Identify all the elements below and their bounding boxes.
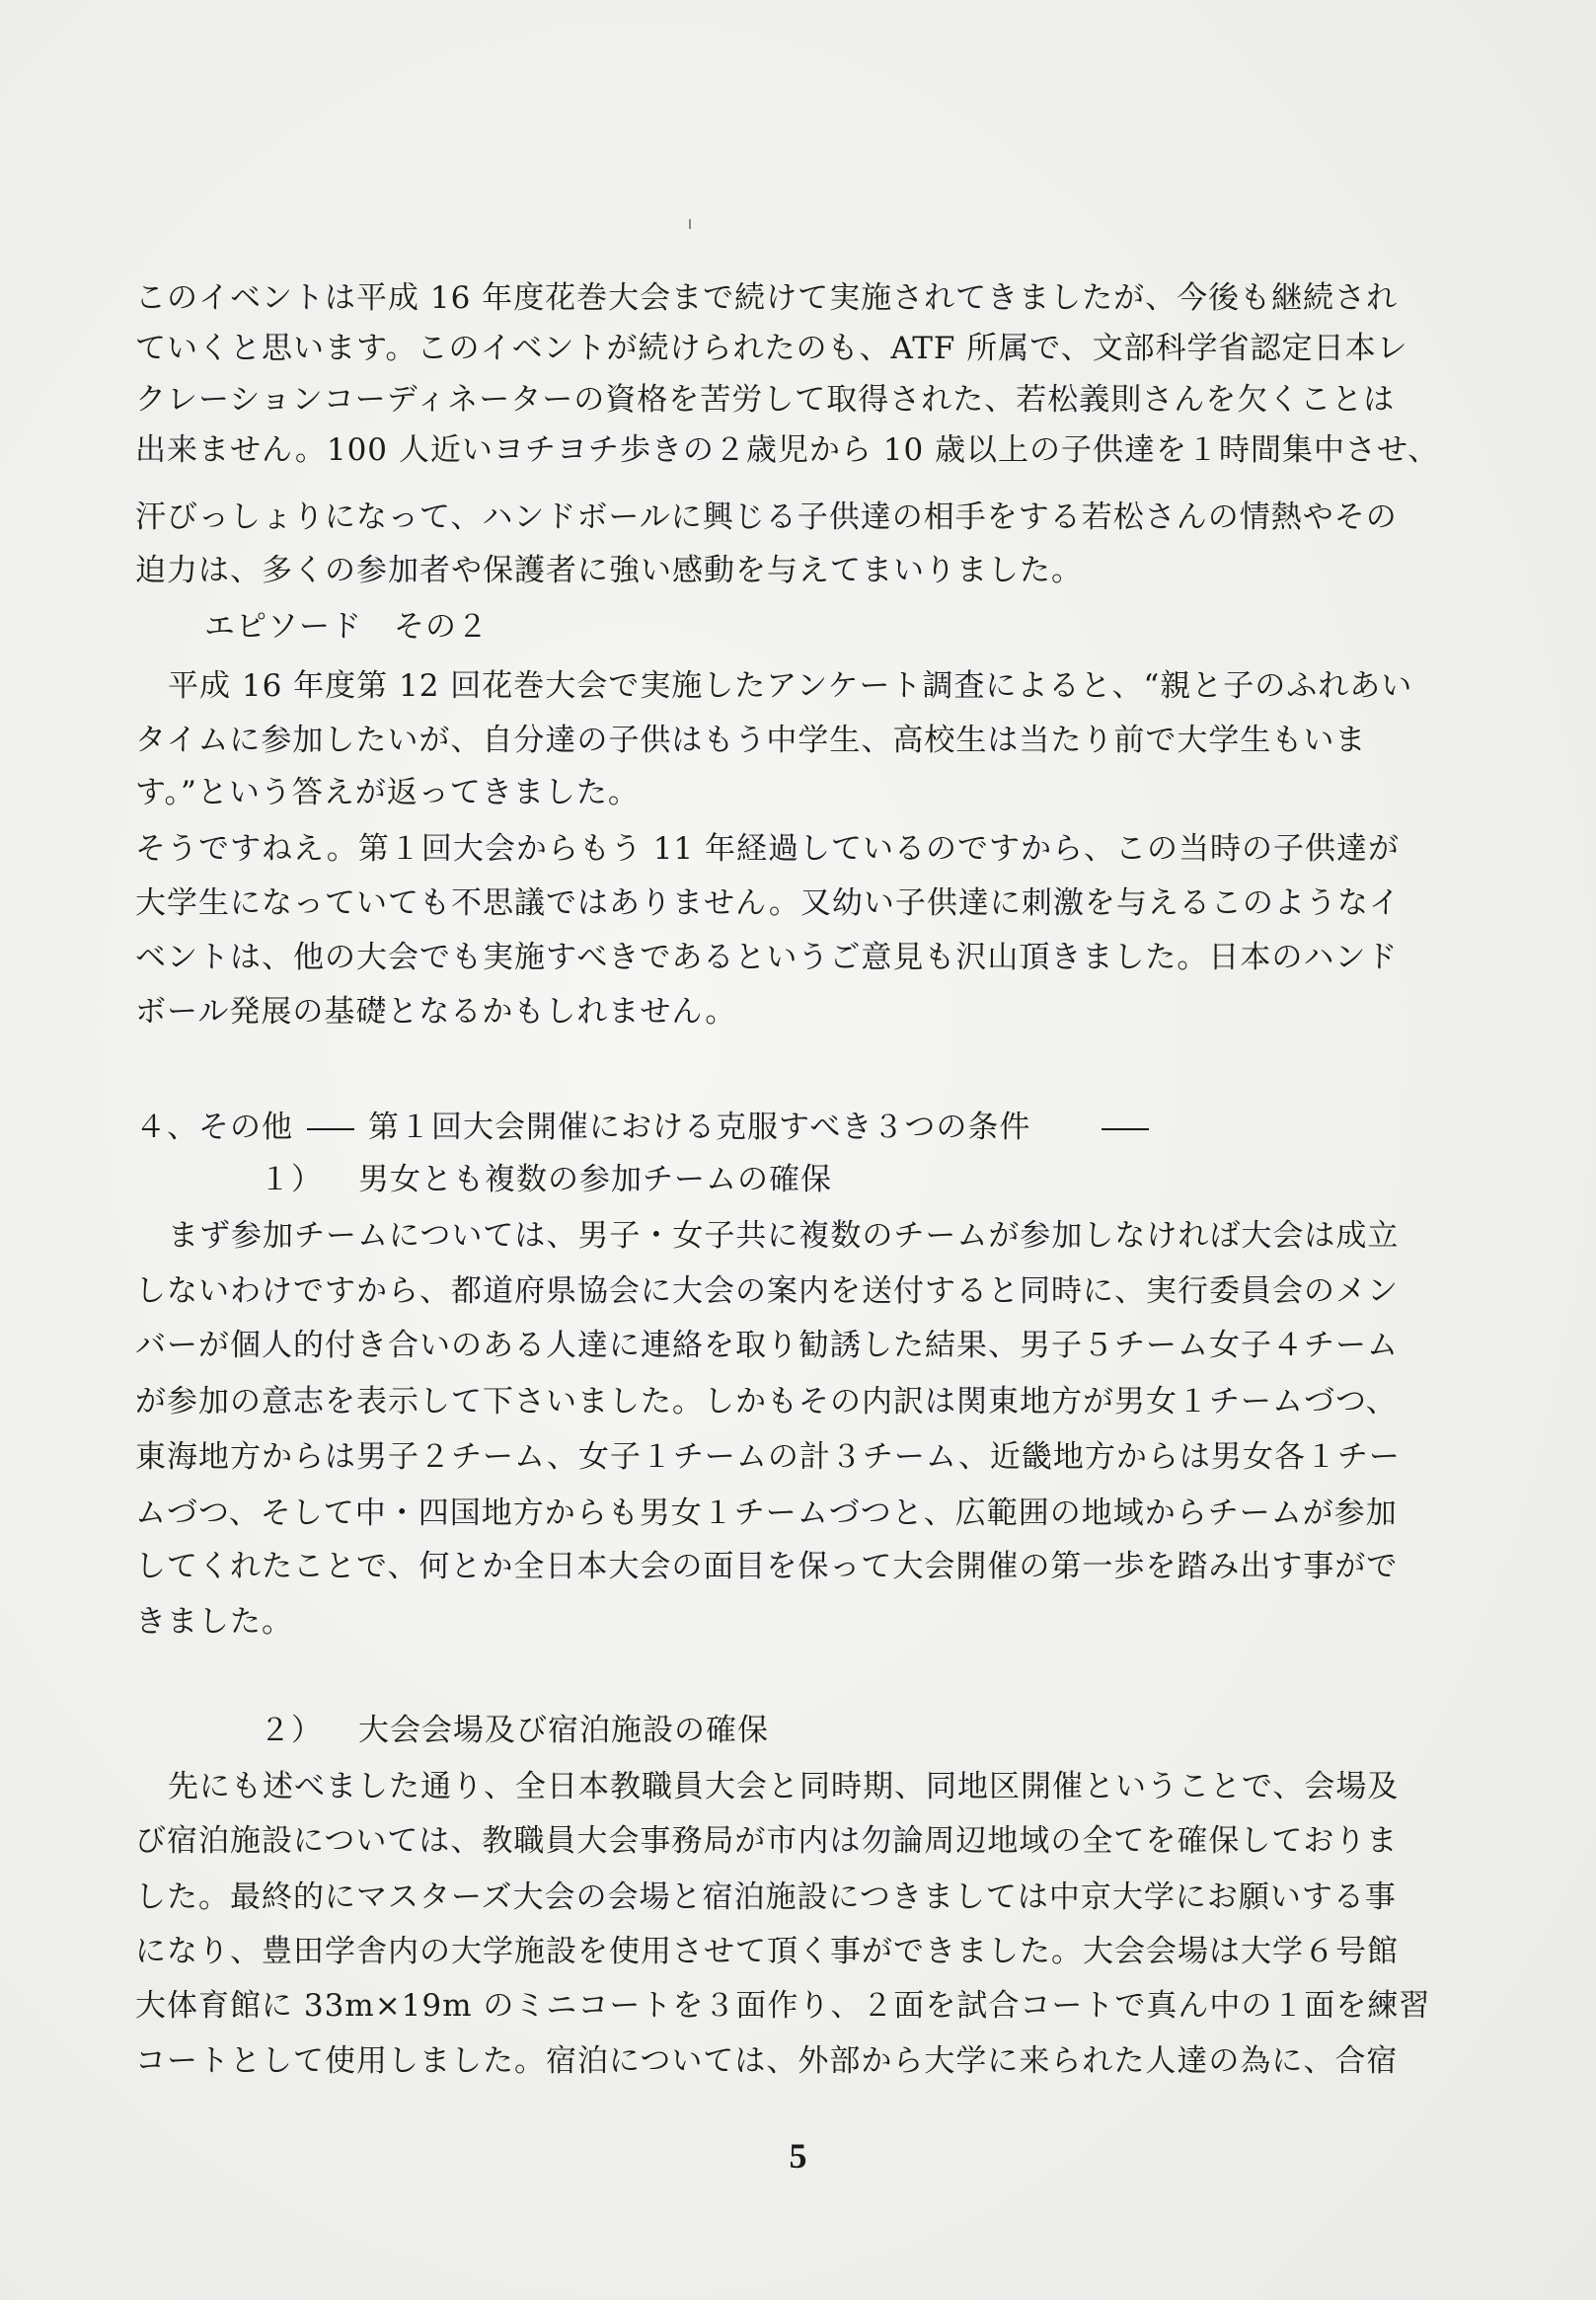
subsection-1-title: 男女とも複数の参加チームの確保 (358, 1162, 832, 1197)
paragraph-4-line-4: になり、豊田学舎内の大学施設を使用させて頂く事ができました。大会会場は大学６号館 (135, 1934, 1399, 1969)
paragraph-1-line-3: クレーションコーディネーターの資格を苦労して取得された、若松義則さんを欠くことは (135, 382, 1396, 418)
episode-heading: エピソード その２ (204, 609, 489, 645)
paragraph-3-line-4: が参加の意志を表示して下さいました。しかもその内訳は関東地方が男女１チームづつ、 (135, 1384, 1398, 1419)
paragraph-4-line-1: 先にも述べました通り、全日本教職員大会と同時期、同地区開催ということで、会場及 (168, 1769, 1400, 1804)
paragraph-2-line-5: 大学生になっていても不思議ではありません。又幼い子供達に刺激を与えるこのようなイ (135, 885, 1401, 921)
paragraph-3-line-3: バーが個人的付き合いのある人達に連絡を取り勧誘した結果、男子５チーム女子４チーム (135, 1328, 1399, 1363)
paragraph-3-line-5: 東海地方からは男子２チーム、女子１チームの計３チーム、近畿地方からは男女各１チー (135, 1439, 1401, 1475)
paragraph-4-line-3: した。最終的にマスターズ大会の会場と宿泊施設につきましては中京大学にお願いする事 (135, 1879, 1397, 1915)
paragraph-3-line-2: しないわけですから、都道府県協会に大会の案内を送付すると同時に、実行委員会のメン (135, 1273, 1399, 1309)
paragraph-1-line-1: このイベントは平成 16 年度花巻大会まで続けて実施されてきましたが、今後も継続され (135, 280, 1399, 316)
section-4-title: 第１回大会開催における克服すべき３つの条件 (368, 1110, 1031, 1145)
paragraph-2-line-6: ベントは、他の大会でも実施すべきであるというご意見も沢山頂きました。日本のハンド (135, 940, 1399, 975)
paragraph-1-line-2: ていくと思います。このイベントが続けられたのも、ATF 所属で、文部科学省認定日本レ (135, 331, 1408, 366)
paragraph-3-line-1: まず参加チームについては、男子・女子共に複数のチームが参加しなければ大会は成立 (168, 1218, 1400, 1254)
paragraph-3-line-7: してくれたことで、何とか全日本大会の面目を保って大会開催の第一歩を踏み出す事がで (135, 1549, 1399, 1584)
subsection-2-heading (260, 1711, 769, 1750)
paragraph-1-line-4: 出来ません。100 人近いヨチヨチ歩きの２歳児から 10 歳以上の子供達を１時間集中させ、 (135, 432, 1440, 468)
paragraph-1-line-5: 汗びっしょりになって、ハンドボールに興じる子供達の相手をする若松さんの情熱やその (135, 499, 1398, 535)
section-4-prefix: ４、その他 (135, 1110, 293, 1145)
paragraph-1-line-6: 迫力は、多くの参加者や保護者に強い感動を与えてまいりました。 (135, 553, 1083, 588)
page-number: 5 (789, 2136, 807, 2176)
subsection-2-number: ２） (260, 1713, 323, 1748)
paragraph-2-line-3: す。”という答えが返ってきました。 (135, 775, 640, 810)
paragraph-4-line-2: び宿泊施設については、教職員大会事務局が市内は勿論周辺地域の全てを確保しておりま (135, 1823, 1399, 1859)
subsection-1-heading (260, 1160, 832, 1199)
paragraph-4-line-5: 大体育館に 33m×19m のミニコートを３面作り、２面を試合コートで真ん中の１面を練習 (135, 1988, 1431, 2024)
paragraph-2-line-1: 平成 16 年度第 12 回花巻大会で実施したアンケート調査によると、“親と子のふれあい (168, 668, 1413, 704)
paragraph-3-line-8: きました。 (135, 1604, 293, 1640)
dash-right (1102, 1128, 1149, 1130)
paragraph-2-line-7: ボール発展の基礎となるかもしれません。 (135, 994, 737, 1030)
paragraph-4-line-6: コートとして使用しました。宿泊については、外部から大学に来られた人達の為に、合宿 (135, 2043, 1399, 2079)
dash-left (307, 1128, 354, 1130)
paragraph-3-line-6: ムづつ、そして中・四国地方からも男女１チームづつと、広範囲の地域からチームが参加 (135, 1495, 1398, 1531)
subsection-1-number: １） (260, 1162, 323, 1197)
paragraph-2-line-2: タイムに参加したいが、自分達の子供はもう中学生、高校生は当たり前で大学生もいま (135, 723, 1367, 758)
paragraph-2-line-4: そうですねえ。第１回大会からもう 11 年経過しているのですから、この当時の子供達が (135, 831, 1401, 867)
subsection-2-title: 大会会場及び宿泊施設の確保 (358, 1713, 769, 1748)
scan-mark (689, 219, 691, 229)
section-4-heading (135, 1108, 1163, 1147)
